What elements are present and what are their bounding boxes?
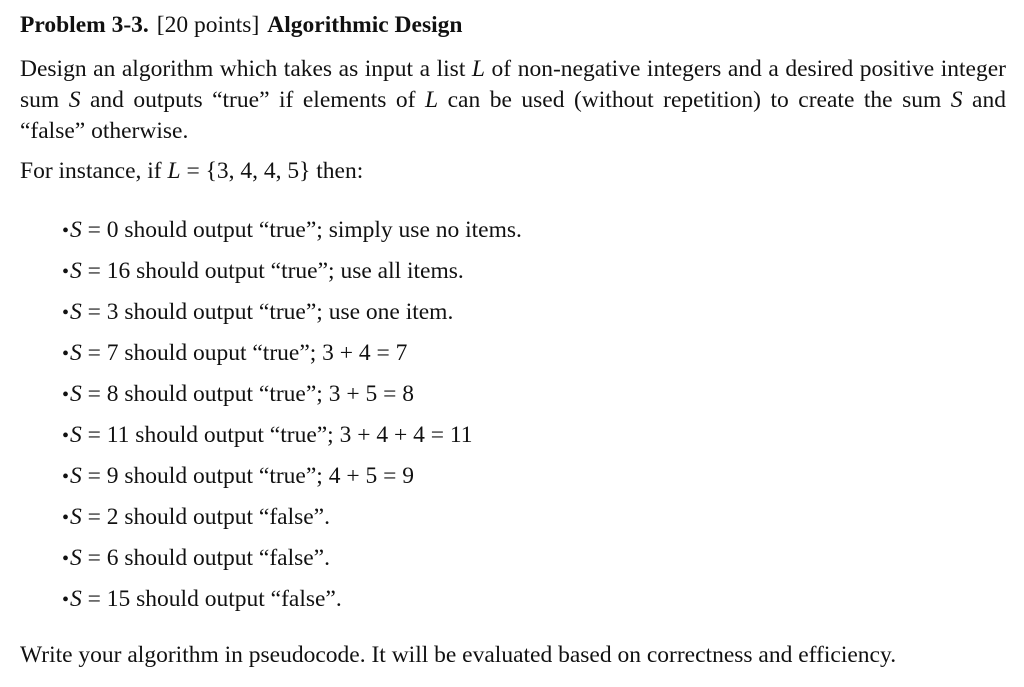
example-equals: = [81, 504, 107, 530]
example-sum-var: S [70, 422, 82, 448]
example-sum-value: 6 [106, 545, 119, 571]
example-sum-var: S [70, 463, 82, 489]
bullet-icon: • [62, 302, 70, 324]
example-equals: = [81, 463, 107, 489]
example-sum-var: S [70, 504, 82, 530]
problem-points: [20 points] [156, 12, 260, 38]
example-equals: = [81, 299, 107, 325]
instance-list-var: L [167, 158, 181, 184]
example-sum-value: 0 [106, 217, 119, 243]
example-description: should output “true”; simply use no items. [118, 217, 522, 243]
example-equals: = [81, 258, 107, 284]
problem-number: Problem 3-3. [20, 12, 149, 38]
example-sum-var: S [70, 340, 82, 366]
example-description: should output “false”. [118, 504, 330, 530]
example-item [62, 333, 1006, 374]
example-equals: = [81, 586, 107, 612]
bullet-icon: • [62, 466, 70, 488]
instance-list-value: = {3, 4, 4, 5} [180, 158, 311, 184]
example-sum-value: 11 [106, 422, 130, 448]
example-sum-var: S [70, 381, 82, 407]
math-variable: L [425, 87, 439, 113]
example-sum-value: 8 [106, 381, 119, 407]
problem-description: Design an algorithm which takes as input a list L of non-negative integers and a desired positive integer sum S and outputs “true” if elements of L can be used (without repetition) to create the sum S and “false” otherwise. [20, 56, 1006, 144]
example-description: should output “true”; 3 + 5 = 8 [118, 381, 414, 407]
example-item [62, 210, 1006, 251]
instance-prefix: For instance, if [20, 158, 168, 184]
example-item [62, 456, 1006, 497]
example-description: should output “true”; 4 + 5 = 9 [118, 463, 414, 489]
example-sum-var: S [70, 258, 82, 284]
example-item [62, 251, 1006, 292]
example-item [62, 497, 1006, 538]
example-sum-var: S [70, 299, 82, 325]
instance-line [20, 156, 1006, 187]
math-variable: S [950, 87, 963, 113]
bullet-icon: • [62, 220, 70, 242]
example-sum-value: 9 [106, 463, 119, 489]
example-description: should output “true”; 3 + 4 + 4 = 11 [129, 422, 473, 448]
example-sum-var: S [70, 586, 82, 612]
example-sum-value: 3 [106, 299, 119, 325]
example-sum-value: 16 [106, 258, 131, 284]
example-description: should ouput “true”; 3 + 4 = 7 [118, 340, 408, 366]
example-item [62, 292, 1006, 333]
example-item [62, 538, 1006, 579]
example-equals: = [81, 545, 107, 571]
bullet-icon: • [62, 425, 70, 447]
example-equals: = [81, 422, 107, 448]
instance-suffix: then: [310, 158, 364, 184]
example-item [62, 374, 1006, 415]
example-equals: = [81, 381, 107, 407]
math-variable: L [471, 56, 485, 82]
example-sum-value: 7 [106, 340, 119, 366]
example-sum-value: 2 [106, 504, 119, 530]
example-list [20, 210, 1006, 620]
bullet-icon: • [62, 384, 70, 406]
example-item [62, 579, 1006, 620]
bullet-icon: • [62, 548, 70, 570]
example-equals: = [81, 340, 107, 366]
bullet-icon: • [62, 507, 70, 529]
bullet-icon: • [62, 589, 70, 611]
bullet-icon: • [62, 261, 70, 283]
bullet-icon: • [62, 343, 70, 365]
problem-heading [20, 8, 1006, 42]
example-description: should output “true”; use one item. [118, 299, 454, 325]
problem-title: Algorithmic Design [267, 12, 463, 38]
example-equals: = [81, 217, 107, 243]
example-sum-var: S [70, 217, 82, 243]
math-variable: S [68, 87, 81, 113]
example-description: should output “true”; use all items. [130, 258, 464, 284]
example-sum-var: S [70, 545, 82, 571]
example-item [62, 415, 1006, 456]
example-sum-value: 15 [106, 586, 131, 612]
example-description: should output “false”. [130, 586, 342, 612]
example-description: should output “false”. [118, 545, 330, 571]
instructions-footer: Write your algorithm in pseudocode. It will be evaluated based on correctness and efficiency. [20, 642, 897, 668]
